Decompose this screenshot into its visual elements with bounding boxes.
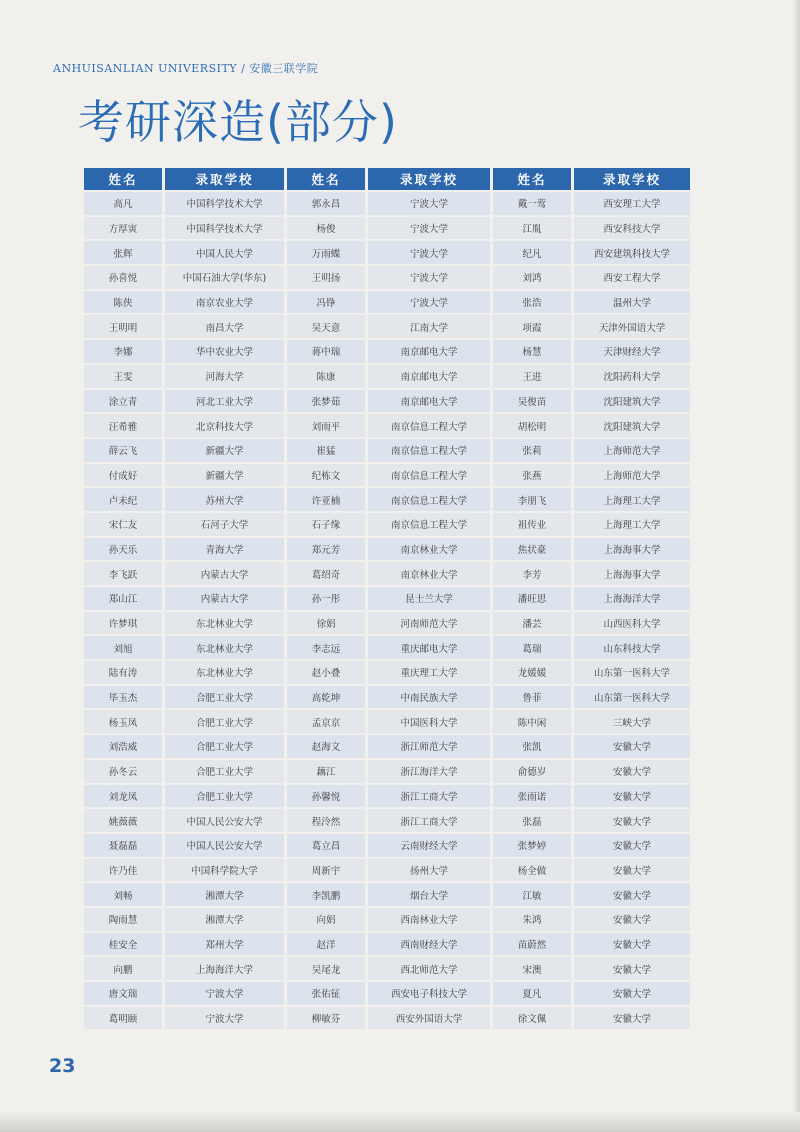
student-name: 江胤 — [493, 217, 571, 240]
admitted-school: 浙江师范大学 — [368, 735, 490, 758]
admitted-school: 上海师范大学 — [574, 464, 690, 487]
student-name: 郑元芳 — [287, 538, 365, 561]
student-name: 宋仁友 — [84, 513, 162, 536]
student-name: 冯铮 — [287, 291, 365, 314]
student-name: 孟京京 — [287, 710, 365, 733]
admitted-school: 南京林业大学 — [368, 538, 490, 561]
admitted-school: 新疆大学 — [165, 439, 284, 462]
admitted-school: 天津外国语大学 — [574, 315, 690, 338]
admitted-school: 中国人民大学 — [165, 241, 284, 264]
student-name: 陶雨慧 — [84, 908, 162, 931]
admitted-school: 内蒙古大学 — [165, 562, 284, 585]
table-row — [84, 809, 690, 832]
admitted-school: 合肥工业大学 — [165, 760, 284, 783]
admitted-school: 南京邮电大学 — [368, 340, 490, 363]
admitted-school: 上海师范大学 — [574, 439, 690, 462]
student-name: 张辉 — [84, 241, 162, 264]
admitted-school: 西安科技大学 — [574, 217, 690, 240]
admitted-school: 西南财经大学 — [368, 933, 490, 956]
table-row — [84, 859, 690, 882]
student-name: 杨慧 — [493, 340, 571, 363]
table-body — [84, 192, 690, 1029]
student-name: 吴天意 — [287, 315, 365, 338]
student-name: 孙一彤 — [287, 587, 365, 610]
student-name: 向娟 — [287, 908, 365, 931]
page-edge-shadow — [792, 0, 800, 1132]
admitted-school: 青海大学 — [165, 538, 284, 561]
admitted-school: 宁波大学 — [368, 241, 490, 264]
page-title: 考研深造(部分) — [78, 95, 398, 149]
student-name: 陆有涛 — [84, 661, 162, 684]
student-name: 李娜 — [84, 340, 162, 363]
table-row — [84, 735, 690, 758]
student-name: 王明明 — [84, 315, 162, 338]
student-name: 陈侠 — [84, 291, 162, 314]
student-name: 李志远 — [287, 636, 365, 659]
table-row — [84, 315, 690, 338]
admitted-school: 东北林业大学 — [165, 661, 284, 684]
admitted-school: 安徽大学 — [574, 834, 690, 857]
table-row — [84, 192, 690, 215]
column-header: 录取学校 — [574, 168, 690, 190]
admitted-school: 安徽大学 — [574, 883, 690, 906]
student-name: 汪希雅 — [84, 414, 162, 437]
table-row — [84, 390, 690, 413]
admitted-school: 云南财经大学 — [368, 834, 490, 857]
student-name: 张梦茹 — [287, 390, 365, 413]
student-name: 胡松明 — [493, 414, 571, 437]
admitted-school: 中国人民公安大学 — [165, 809, 284, 832]
student-name: 杨俊 — [287, 217, 365, 240]
admitted-school: 三峡大学 — [574, 710, 690, 733]
student-name: 夏凡 — [493, 982, 571, 1005]
student-name: 朱鸿 — [493, 908, 571, 931]
student-name: 石子缘 — [287, 513, 365, 536]
student-name: 崔猛 — [287, 439, 365, 462]
admitted-school: 昆士兰大学 — [368, 587, 490, 610]
table-row — [84, 562, 690, 585]
table-row — [84, 266, 690, 289]
admitted-school: 合肥工业大学 — [165, 710, 284, 733]
student-name: 程泠然 — [287, 809, 365, 832]
student-name: 姚薇薇 — [84, 809, 162, 832]
student-name: 李芳 — [493, 562, 571, 585]
admitted-school: 江南大学 — [368, 315, 490, 338]
admitted-school: 西南林业大学 — [368, 908, 490, 931]
student-name: 毕玉杰 — [84, 686, 162, 709]
admitted-school: 浙江工商大学 — [368, 809, 490, 832]
column-header: 姓名 — [493, 168, 571, 190]
admitted-school: 温州大学 — [574, 291, 690, 314]
admitted-school: 东北林业大学 — [165, 612, 284, 635]
student-name: 柳敏芬 — [287, 1007, 365, 1030]
admitted-school: 上海海事大学 — [574, 538, 690, 561]
admitted-school: 上海理工大学 — [574, 488, 690, 511]
table-row — [84, 686, 690, 709]
student-name: 孙喜悦 — [84, 266, 162, 289]
student-name: 葛明颐 — [84, 1007, 162, 1030]
admitted-school: 扬州大学 — [368, 859, 490, 882]
admitted-school: 南京信息工程大学 — [368, 488, 490, 511]
student-name: 高凡 — [84, 192, 162, 215]
table-row — [84, 365, 690, 388]
admitted-school: 中国石油大学(华东) — [165, 266, 284, 289]
admitted-school: 苏州大学 — [165, 488, 284, 511]
student-name: 赵洋 — [287, 933, 365, 956]
admitted-school: 沈阳建筑大学 — [574, 414, 690, 437]
student-name: 万雨蝶 — [287, 241, 365, 264]
student-name: 张浩 — [493, 291, 571, 314]
page-number: 23 — [49, 1055, 76, 1077]
university-header: ANHUISANLIAN UNIVERSITY / 安徽三联学院 — [53, 62, 319, 75]
admitted-school: 南京邮电大学 — [368, 365, 490, 388]
admitted-school: 安徽大学 — [574, 735, 690, 758]
student-name: 吴尾龙 — [287, 957, 365, 980]
admitted-school: 宁波大学 — [368, 266, 490, 289]
student-name: 许梦琪 — [84, 612, 162, 635]
student-name: 戴一莺 — [493, 192, 571, 215]
admitted-school: 南京信息工程大学 — [368, 414, 490, 437]
admitted-school: 山东第一医科大学 — [574, 661, 690, 684]
student-name: 赵海文 — [287, 735, 365, 758]
admitted-school: 安徽大学 — [574, 957, 690, 980]
admitted-school: 重庆邮电大学 — [368, 636, 490, 659]
student-name: 刘畅 — [84, 883, 162, 906]
student-name: 张磊 — [493, 809, 571, 832]
table-row — [84, 241, 690, 264]
table-row — [84, 883, 690, 906]
student-name: 周新宇 — [287, 859, 365, 882]
student-name: 葛绍奇 — [287, 562, 365, 585]
admitted-school: 宁波大学 — [368, 291, 490, 314]
student-name: 李朋飞 — [493, 488, 571, 511]
admitted-school: 郑州大学 — [165, 933, 284, 956]
student-name: 刘旭 — [84, 636, 162, 659]
column-header: 姓名 — [84, 168, 162, 190]
table-row — [84, 340, 690, 363]
admitted-school: 河北工业大学 — [165, 390, 284, 413]
student-name: 张梦婷 — [493, 834, 571, 857]
student-name: 薛云飞 — [84, 439, 162, 462]
admitted-school: 南京信息工程大学 — [368, 513, 490, 536]
student-name: 江敏 — [493, 883, 571, 906]
admitted-school: 合肥工业大学 — [165, 686, 284, 709]
table-row — [84, 488, 690, 511]
admitted-school: 南京信息工程大学 — [368, 464, 490, 487]
student-name: 徐文佩 — [493, 1007, 571, 1030]
admitted-school: 南昌大学 — [165, 315, 284, 338]
table-header-row — [84, 168, 690, 190]
admitted-school: 河南师范大学 — [368, 612, 490, 635]
admitted-school: 上海海洋大学 — [574, 587, 690, 610]
admitted-school: 烟台大学 — [368, 883, 490, 906]
student-name: 苗蔚然 — [493, 933, 571, 956]
admitted-school: 上海理工大学 — [574, 513, 690, 536]
admitted-school: 南京林业大学 — [368, 562, 490, 585]
admitted-school: 南京信息工程大学 — [368, 439, 490, 462]
page-bottom-shadow — [0, 1112, 800, 1132]
student-name: 鲁菲 — [493, 686, 571, 709]
student-name: 张雨诺 — [493, 785, 571, 808]
student-name: 卢未纪 — [84, 488, 162, 511]
admitted-school: 沈阳药科大学 — [574, 365, 690, 388]
admitted-school: 山东第一医科大学 — [574, 686, 690, 709]
student-name: 王雯 — [84, 365, 162, 388]
student-name: 许亚楠 — [287, 488, 365, 511]
admitted-school: 东北林业大学 — [165, 636, 284, 659]
admitted-school: 中国科学院大学 — [165, 859, 284, 882]
admitted-school: 安徽大学 — [574, 859, 690, 882]
student-name: 涂立青 — [84, 390, 162, 413]
student-name: 王进 — [493, 365, 571, 388]
admitted-school: 上海海洋大学 — [165, 957, 284, 980]
student-name: 潘旺思 — [493, 587, 571, 610]
admitted-school: 天津财经大学 — [574, 340, 690, 363]
student-name: 孙天乐 — [84, 538, 162, 561]
student-name: 蒋中瑞 — [287, 340, 365, 363]
admitted-school: 南京邮电大学 — [368, 390, 490, 413]
table-row — [84, 933, 690, 956]
admitted-school: 中国医科大学 — [368, 710, 490, 733]
student-name: 陈康 — [287, 365, 365, 388]
admitted-school: 安徽大学 — [574, 760, 690, 783]
student-name: 桂安全 — [84, 933, 162, 956]
student-name: 付成好 — [84, 464, 162, 487]
student-name: 孙馨悦 — [287, 785, 365, 808]
admitted-school: 南京农业大学 — [165, 291, 284, 314]
admitted-school: 重庆理工大学 — [368, 661, 490, 684]
table-row — [84, 636, 690, 659]
table-row — [84, 538, 690, 561]
student-name: 刘雨平 — [287, 414, 365, 437]
student-name: 俞德岁 — [493, 760, 571, 783]
admitted-school: 西安工程大学 — [574, 266, 690, 289]
admitted-school: 山西医科大学 — [574, 612, 690, 635]
table-row — [84, 982, 690, 1005]
admitted-school: 中国科学技术大学 — [165, 217, 284, 240]
student-name: 刘龙凤 — [84, 785, 162, 808]
table-row — [84, 1007, 690, 1030]
admitted-school: 中国科学技术大学 — [165, 192, 284, 215]
admitted-school: 内蒙古大学 — [165, 587, 284, 610]
admitted-school: 山东科技大学 — [574, 636, 690, 659]
student-name: 项霞 — [493, 315, 571, 338]
table-row — [84, 513, 690, 536]
student-name: 纪凡 — [493, 241, 571, 264]
student-name: 葛立昌 — [287, 834, 365, 857]
admission-table-wrapper — [84, 166, 693, 1031]
admitted-school: 浙江工商大学 — [368, 785, 490, 808]
student-name: 郑山江 — [84, 587, 162, 610]
admitted-school: 河海大学 — [165, 365, 284, 388]
student-name: 方厚寅 — [84, 217, 162, 240]
student-name: 潘芸 — [493, 612, 571, 635]
admitted-school: 合肥工业大学 — [165, 785, 284, 808]
table-row — [84, 834, 690, 857]
student-name: 焦状豪 — [493, 538, 571, 561]
admitted-school: 浙江海洋大学 — [368, 760, 490, 783]
admitted-school: 安徽大学 — [574, 1007, 690, 1030]
student-name: 宋澳 — [493, 957, 571, 980]
student-name: 李凯鹏 — [287, 883, 365, 906]
table-row — [84, 957, 690, 980]
admitted-school: 安徽大学 — [574, 785, 690, 808]
table-row — [84, 612, 690, 635]
column-header: 录取学校 — [165, 168, 284, 190]
admitted-school: 新疆大学 — [165, 464, 284, 487]
admitted-school: 湘潭大学 — [165, 908, 284, 931]
admitted-school: 宁波大学 — [368, 192, 490, 215]
admitted-school: 上海海事大学 — [574, 562, 690, 585]
admitted-school: 安徽大学 — [574, 809, 690, 832]
admitted-school: 安徽大学 — [574, 908, 690, 931]
table-row — [84, 710, 690, 733]
column-header: 录取学校 — [368, 168, 490, 190]
admitted-school: 宁波大学 — [165, 1007, 284, 1030]
admitted-school: 石河子大学 — [165, 513, 284, 536]
admitted-school: 湘潭大学 — [165, 883, 284, 906]
student-name: 徐娟 — [287, 612, 365, 635]
student-name: 张凯 — [493, 735, 571, 758]
table-row — [84, 785, 690, 808]
admitted-school: 宁波大学 — [368, 217, 490, 240]
student-name: 高乾坤 — [287, 686, 365, 709]
admitted-school: 北京科技大学 — [165, 414, 284, 437]
student-name: 唐文瑞 — [84, 982, 162, 1005]
admitted-school: 中南民族大学 — [368, 686, 490, 709]
admitted-school: 西北师范大学 — [368, 957, 490, 980]
student-name: 张燕 — [493, 464, 571, 487]
student-name: 赵小叠 — [287, 661, 365, 684]
table-row — [84, 661, 690, 684]
student-name: 聂磊磊 — [84, 834, 162, 857]
admitted-school: 西安电子科技大学 — [368, 982, 490, 1005]
admitted-school: 西安理工大学 — [574, 192, 690, 215]
student-name: 许乃佳 — [84, 859, 162, 882]
admitted-school: 西安建筑科技大学 — [574, 241, 690, 264]
student-name: 王明扬 — [287, 266, 365, 289]
admitted-school: 中国人民公安大学 — [165, 834, 284, 857]
student-name: 杨全做 — [493, 859, 571, 882]
student-name: 吴俊苗 — [493, 390, 571, 413]
student-name: 张莉 — [493, 439, 571, 462]
admission-table — [81, 166, 693, 1031]
column-header: 姓名 — [287, 168, 365, 190]
table-row — [84, 464, 690, 487]
admitted-school: 华中农业大学 — [165, 340, 284, 363]
student-name: 杨玉凤 — [84, 710, 162, 733]
student-name: 张佑钲 — [287, 982, 365, 1005]
student-name: 纪栋文 — [287, 464, 365, 487]
student-name: 祖传业 — [493, 513, 571, 536]
admitted-school: 西安外国语大学 — [368, 1007, 490, 1030]
student-name: 龙媛媛 — [493, 661, 571, 684]
admitted-school: 合肥工业大学 — [165, 735, 284, 758]
table-row — [84, 908, 690, 931]
student-name: 刘鸿 — [493, 266, 571, 289]
admitted-school: 安徽大学 — [574, 982, 690, 1005]
student-name: 刘浩威 — [84, 735, 162, 758]
admitted-school: 沈阳建筑大学 — [574, 390, 690, 413]
student-name: 孙冬云 — [84, 760, 162, 783]
table-row — [84, 587, 690, 610]
admitted-school: 宁波大学 — [165, 982, 284, 1005]
table-row — [84, 414, 690, 437]
table-row — [84, 217, 690, 240]
admitted-school: 安徽大学 — [574, 933, 690, 956]
student-name: 向鹏 — [84, 957, 162, 980]
student-name: 李飞跃 — [84, 562, 162, 585]
student-name: 陈中闲 — [493, 710, 571, 733]
student-name: 葛瑞 — [493, 636, 571, 659]
table-row — [84, 760, 690, 783]
table-row — [84, 439, 690, 462]
student-name: 藕江 — [287, 760, 365, 783]
table-row — [84, 291, 690, 314]
student-name: 郭永昌 — [287, 192, 365, 215]
